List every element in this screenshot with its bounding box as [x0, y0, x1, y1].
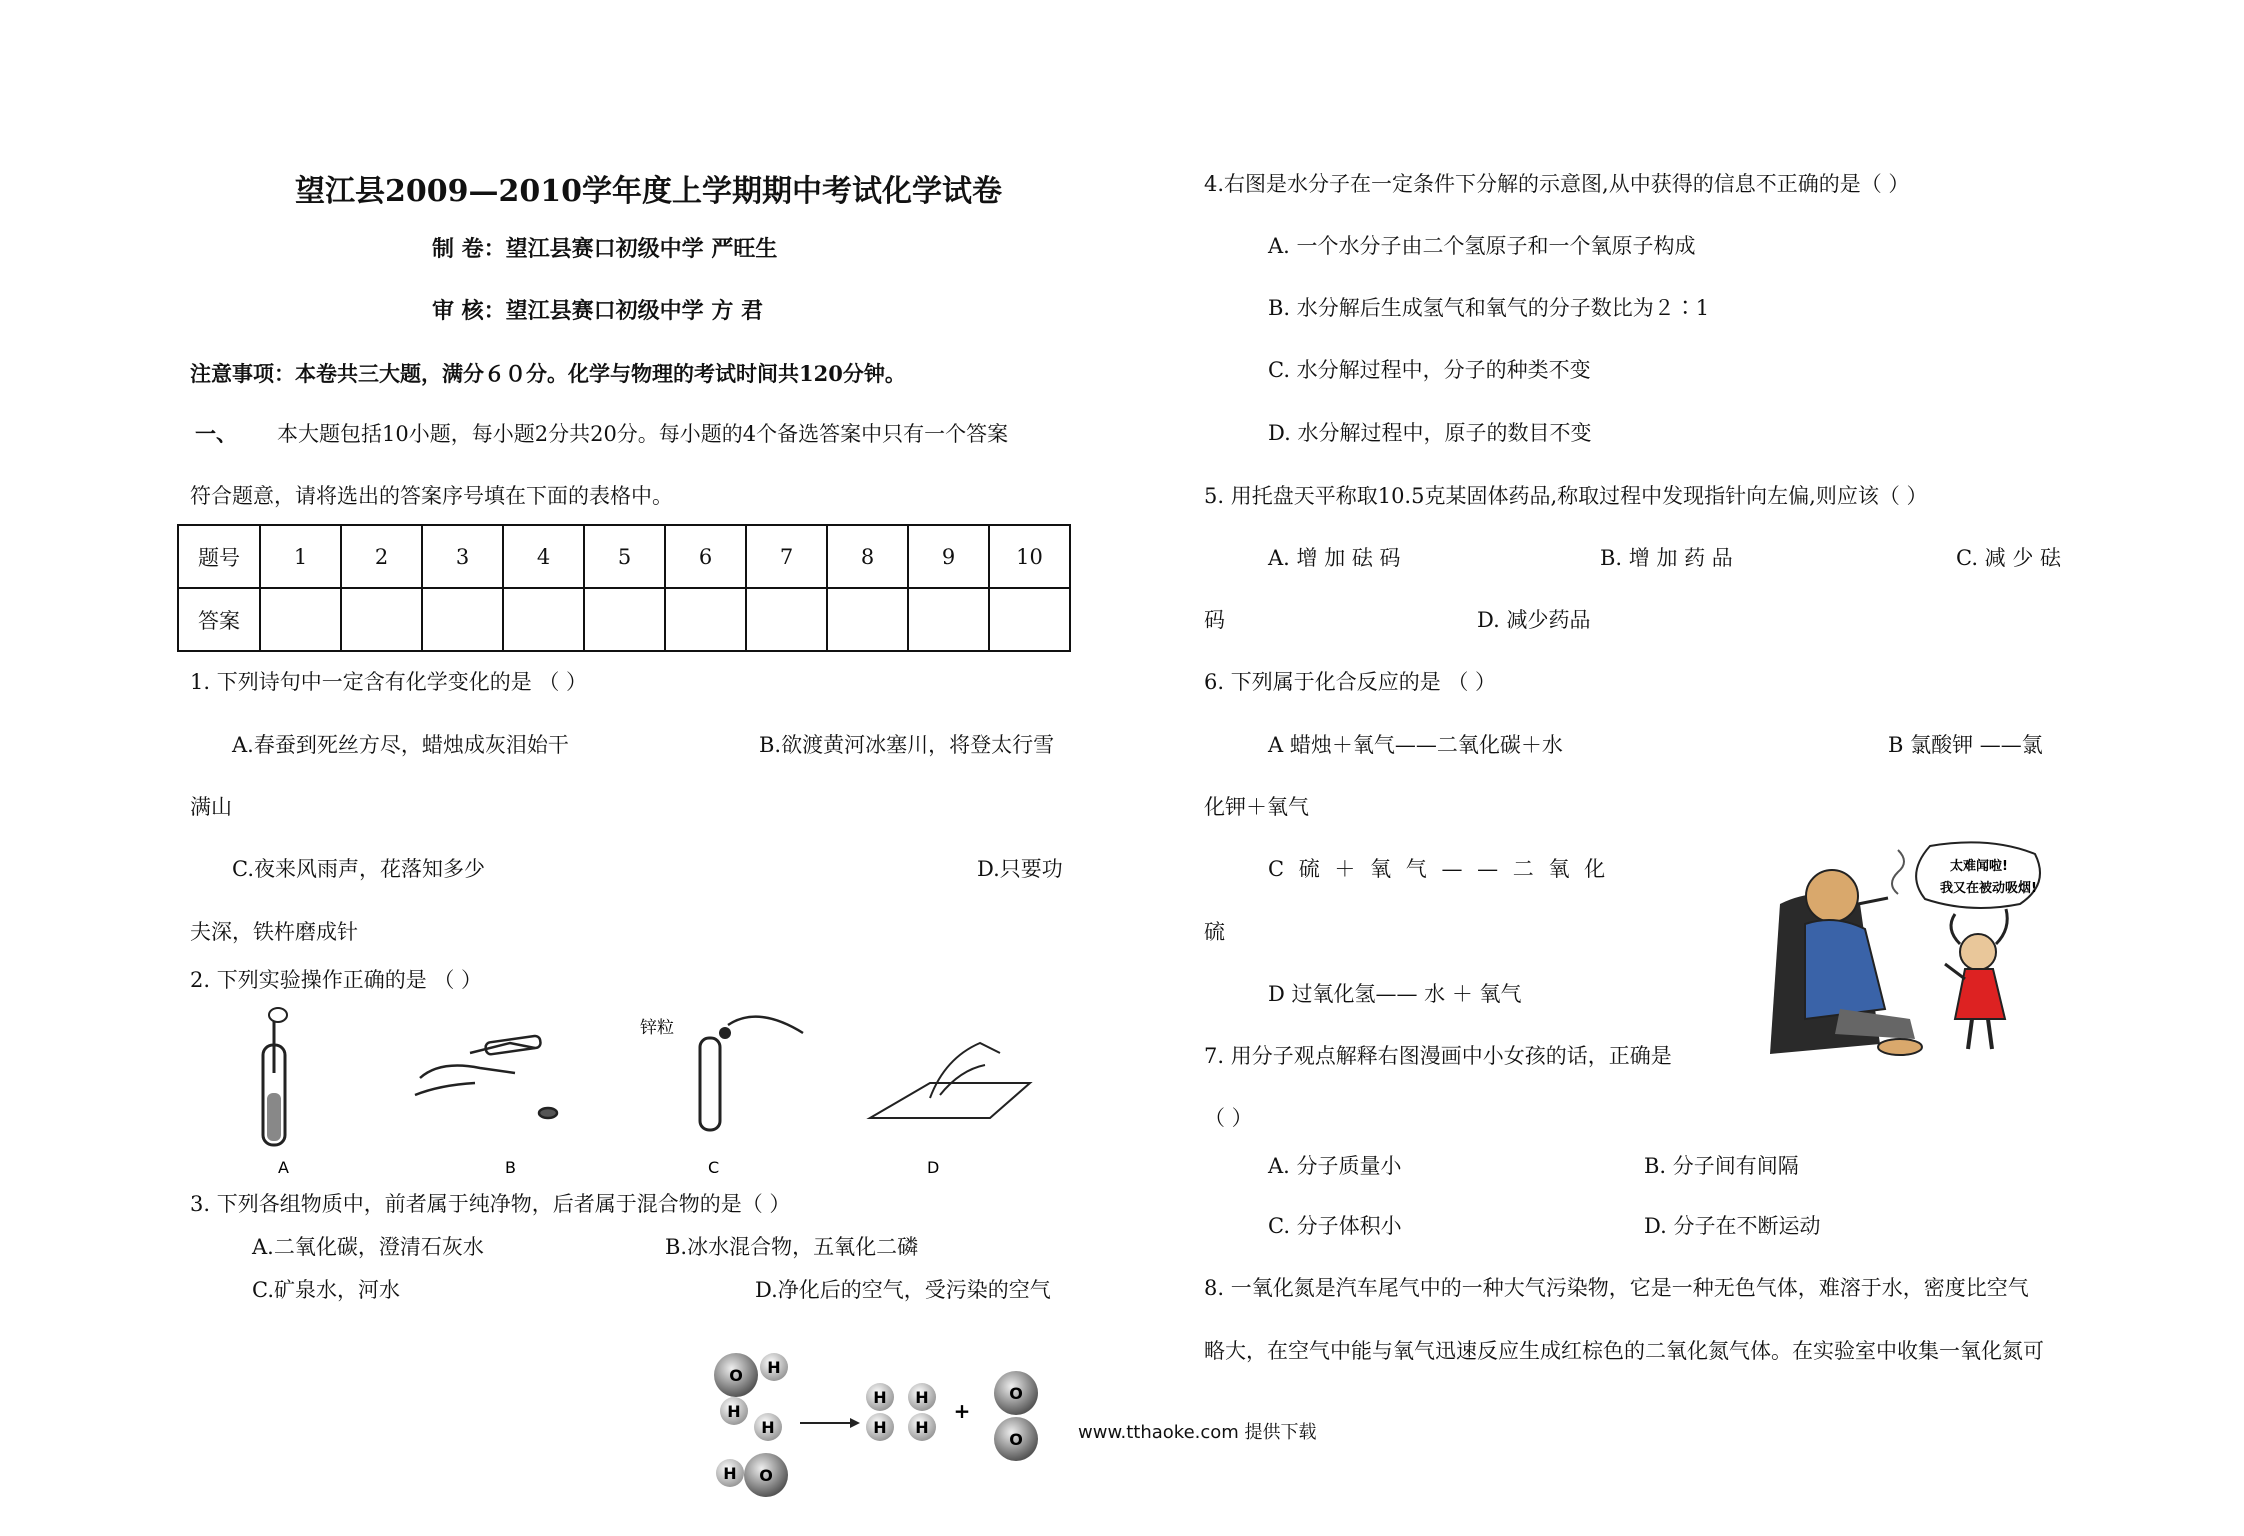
footer-download: www.tthaoke.com 提供下载: [1078, 1422, 1317, 1443]
table-cell: 7: [746, 525, 827, 588]
q6-option-a: A 蜡烛＋氧气——二氧化碳＋水: [1268, 733, 1563, 757]
q5-option-b: B. 增 加 药 品: [1600, 546, 1733, 570]
q3-option-a: A.二氧化碳，澄清石灰水: [252, 1235, 484, 1259]
figure-c: [640, 1017, 803, 1130]
answer-cell[interactable]: [989, 588, 1070, 651]
answer-cell[interactable]: [746, 588, 827, 651]
atom-label: O: [729, 1366, 743, 1385]
q6-option-d: D 过氧化氢—— 水 ＋ 氧气: [1268, 982, 1522, 1006]
notice: 注意事项：本卷共三大题，满分６０分。化学与物理的考试时间共120分钟。: [190, 361, 906, 386]
author-line: 制 卷：望江县赛口初级中学 严旺生: [432, 236, 778, 262]
figure-d: [870, 1043, 1030, 1118]
q4-option-a: A. 一个水分子由二个氢原子和一个氧原子构成: [1268, 234, 1696, 258]
table-cell: 8: [827, 525, 908, 588]
reviewer-line: 审 核：望江县赛口初级中学 方 君: [432, 298, 763, 324]
table-cell: 9: [908, 525, 989, 588]
table-cell: 5: [584, 525, 665, 588]
table-header-answer: 答案: [178, 588, 260, 651]
q1-option-b-cont: 满山: [190, 795, 232, 819]
smoking-cartoon: [1760, 834, 2060, 1074]
table-cell: 4: [503, 525, 584, 588]
q8-line1: 8. 一氧化氮是汽车尾气中的一种大气污染物，它是一种无色气体，难溶于水，密度比空气: [1204, 1276, 2029, 1300]
figure-a-label: A: [278, 1158, 289, 1177]
q1-option-b: B.欲渡黄河冰塞川，将登太行雪: [759, 733, 1055, 757]
q3-option-b: B.冰水混合物，五氧化二磷: [665, 1235, 919, 1259]
answer-table: [177, 524, 1071, 652]
q5-stem: 5. 用托盘天平称取10.5克某固体药品,称取过程中发现指针向左偏,则应该（ ）: [1204, 484, 1928, 508]
q1-stem: 1. 下列诗句中一定含有化学变化的是 （ ）: [190, 670, 588, 694]
answer-cell[interactable]: [908, 588, 989, 651]
atom-label: H: [727, 1402, 741, 1421]
section1-instruction: 本大题包括10小题，每小题2分共20分。每小题的4个备选答案中只有一个答案: [277, 422, 1009, 446]
cartoon-speech-1: 太难闻啦!: [1950, 859, 2008, 874]
q5-option-a: A. 增 加 砝 码: [1268, 546, 1401, 570]
q1-option-d: D.只要功: [977, 857, 1063, 881]
table-cell: 3: [422, 525, 503, 588]
table-cell: 6: [665, 525, 746, 588]
exam-title: 望江县2009—2010学年度上学期期中考试化学试卷: [295, 174, 1002, 209]
answer-cell[interactable]: [503, 588, 584, 651]
atom-label: H: [873, 1418, 887, 1437]
q7-paren: （ ）: [1204, 1106, 1253, 1130]
q7-option-b: B. 分子间有间隔: [1644, 1154, 1799, 1178]
atom-label: O: [1009, 1430, 1023, 1449]
answer-cell[interactable]: [827, 588, 908, 651]
answer-cell[interactable]: [341, 588, 422, 651]
atom-label: H: [767, 1358, 781, 1377]
q7-stem: 7. 用分子观点解释右图漫画中小女孩的话，正确是: [1204, 1044, 1672, 1068]
figure-b: [415, 1035, 557, 1118]
atom-label: H: [873, 1388, 887, 1407]
q1-option-c: C.夜来风雨声，花落知多少: [232, 857, 485, 881]
figure-c-label: C: [708, 1158, 720, 1177]
atom-label: H: [915, 1418, 929, 1437]
q4-stem: 4.右图是水分子在一定条件下分解的示意图,从中获得的信息不正确的是（ ）: [1204, 172, 1910, 196]
cartoon-speech-2: 我又在被动吸烟!: [1940, 881, 2037, 896]
q8-line2: 略大，在空气中能与氧气迅速反应生成红棕色的二氧化氮气体。在实验室中收集一氧化氮可: [1204, 1339, 2044, 1363]
atom-label: H: [915, 1388, 929, 1407]
lab-operations-illustration: [230, 1003, 1040, 1178]
table-cell: 10: [989, 525, 1070, 588]
answer-cell[interactable]: [422, 588, 503, 651]
q3-option-d: D.净化后的空气，受污染的空气: [755, 1278, 1051, 1302]
q6-option-b: B 氯酸钾 ——氯: [1888, 733, 2043, 757]
figure-b-label: B: [505, 1158, 516, 1177]
atom-label: H: [761, 1418, 775, 1437]
q5-option-d: D. 减少药品: [1477, 608, 1591, 632]
q7-option-c: C. 分子体积小: [1268, 1214, 1402, 1238]
table-header-number: 题号: [178, 525, 260, 588]
atom-label: H: [723, 1464, 737, 1483]
q7-option-d: D. 分子在不断运动: [1644, 1214, 1821, 1238]
q7-option-a: A. 分子质量小: [1268, 1154, 1402, 1178]
q6-stem: 6. 下列属于化合反应的是 （ ）: [1204, 670, 1497, 694]
section1-label: 一、: [195, 421, 237, 446]
q4-option-b: B. 水分解后生成氢气和氧气的分子数比为２∶1: [1268, 296, 1710, 320]
q3-option-c: C.矿泉水，河水: [252, 1278, 400, 1302]
q6-option-c-cont: 硫: [1204, 920, 1225, 944]
q4-option-c: C. 水分解过程中，分子的种类不变: [1268, 358, 1591, 382]
q6-option-b-cont: 化钾＋氧气: [1204, 795, 1309, 819]
water-decomposition-diagram: [700, 1345, 1060, 1520]
q1-option-a: A.春蚕到死丝方尽，蜡烛成灰泪始干: [232, 733, 569, 757]
table-cell: 2: [341, 525, 422, 588]
figure-d-label: D: [927, 1158, 940, 1177]
answer-cell[interactable]: [584, 588, 665, 651]
section1-instruction-cont: 符合题意，请将选出的答案序号填在下面的表格中。: [190, 484, 673, 508]
figure-a: [263, 1008, 287, 1145]
atom-label: O: [1009, 1384, 1023, 1403]
q2-stem: 2. 下列实验操作正确的是 （ ）: [190, 968, 483, 992]
atom-label: O: [759, 1466, 773, 1485]
q4-option-d: D. 水分解过程中，原子的数目不变: [1268, 421, 1592, 445]
table-cell: 1: [260, 525, 341, 588]
answer-cell[interactable]: [260, 588, 341, 651]
q5-option-c: C. 减 少 砝: [1956, 546, 2062, 570]
q1-option-d-cont: 夫深，铁杵磨成针: [190, 920, 358, 944]
plus-sign: +: [953, 1399, 971, 1423]
answer-cell[interactable]: [665, 588, 746, 651]
zinc-label: 锌粒: [640, 1018, 674, 1038]
q3-stem: 3. 下列各组物质中，前者属于纯净物，后者属于混合物的是（ ）: [190, 1192, 791, 1216]
q6-option-c: C 硫 ＋ 氧 气 — — 二 氧 化: [1268, 857, 1610, 881]
q5-option-c-cont: 码: [1204, 608, 1225, 632]
